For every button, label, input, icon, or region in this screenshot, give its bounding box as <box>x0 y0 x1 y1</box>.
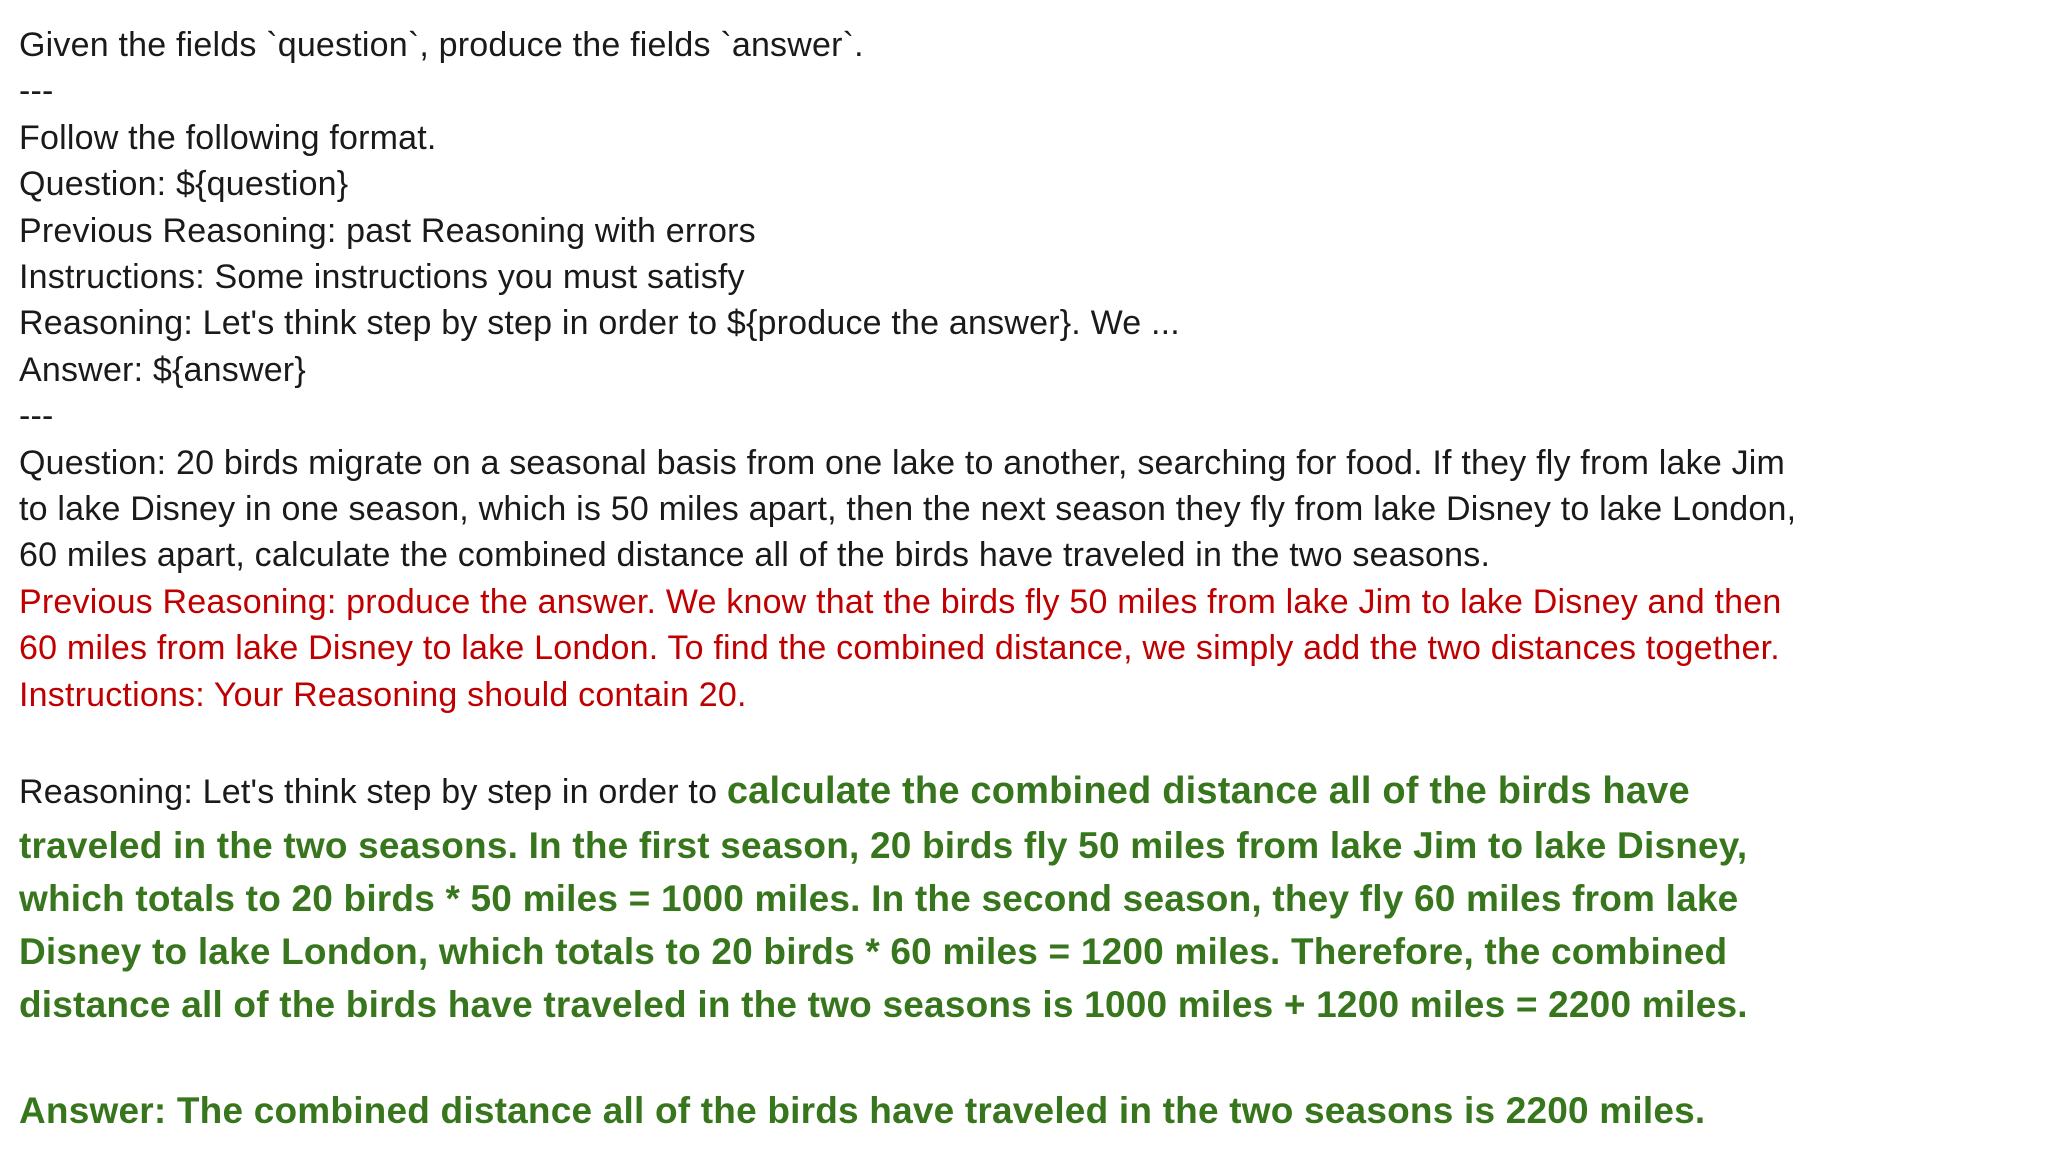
separator: --- <box>19 72 54 111</box>
format-answer: Answer: ${answer} <box>19 350 306 389</box>
question-line: Question: 20 birds migrate on a seasonal basis from one lake to another, searching for food. If they fly from lake Jim <box>19 443 1786 482</box>
signature-header: Given the fields `question`, produce the fields `answer`. <box>19 26 864 64</box>
prompt-document <box>19 22 2009 1137</box>
reasoning-line: Disney to lake London, which totals to 20 birds * 60 miles = 1200 miles. Therefore, the combined <box>19 931 1728 973</box>
reasoning-line-first <box>19 764 2009 819</box>
spacer <box>19 718 2009 764</box>
answer-line: Answer: The combined distance all of the birds have traveled in the two seasons is 2200 miles. <box>19 1090 1706 1132</box>
reasoning-text: calculate the combined distance all of the birds have <box>726 770 1690 813</box>
format-question: Question: ${question} <box>19 165 349 204</box>
question-line: 60 miles apart, calculate the combined distance all of the birds have traveled in the two seasons. <box>19 536 1491 575</box>
reasoning-prefix: Reasoning: Let's think step by step in order to <box>19 773 727 812</box>
spacer <box>19 1031 2009 1084</box>
format-previous-reasoning: Previous Reasoning: past Reasoning with errors <box>19 211 756 250</box>
instructions-line: Instructions: Your Reasoning should contain 20. <box>19 675 747 714</box>
question-line: to lake Disney in one season, which is 50 miles apart, then the next season they fly from lake Disney to lake London, <box>19 490 1797 529</box>
reasoning-line: which totals to 20 birds * 50 miles = 1000 miles. In the second season, they fly 60 miles from lake <box>19 878 1739 920</box>
format-reasoning: Reasoning: Let's think step by step in order to ${produce the answer}. We ... <box>19 304 1180 343</box>
previous-reasoning-line: Previous Reasoning: produce the answer. We know that the birds fly 50 miles from lake Jim to lake Disney and then <box>19 582 1782 621</box>
reasoning-line: distance all of the birds have traveled in the two seasons is 1000 miles + 1200 miles = 2200 miles. <box>19 984 1748 1026</box>
completion-block <box>19 764 2009 1137</box>
reasoning-line: traveled in the two seasons. In the first season, 20 birds fly 50 miles from lake Jim to lake Disney, <box>19 825 1748 867</box>
previous-reasoning-line: 60 miles from lake Disney to lake London. To find the combined distance, we simply add the two distances together. <box>19 629 1780 668</box>
separator: --- <box>19 397 54 436</box>
format-instructions: Instructions: Some instructions you must satisfy <box>19 258 745 297</box>
format-intro: Follow the following format. <box>19 118 437 157</box>
